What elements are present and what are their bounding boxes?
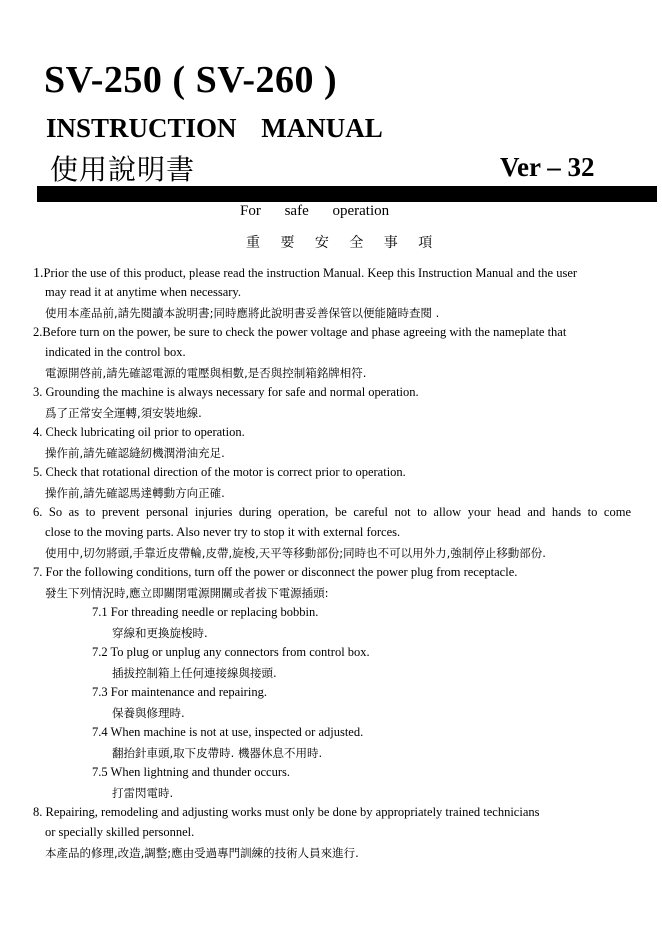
item-7-2-chinese: 插拔控制箱上任何連接線與接頭. bbox=[112, 666, 277, 680]
item-7: 7. For the following conditions, turn off the power or disconnect the power plug from receptacle. bbox=[33, 565, 518, 579]
item-4: 4. Check lubricating oil prior to operation. bbox=[33, 425, 245, 439]
item-7-5: 7.5 When lightning and thunder occurs. bbox=[92, 765, 290, 779]
model-title: SV-250 ( SV-260 ) bbox=[44, 59, 338, 101]
safety-heading: For safe operation bbox=[240, 203, 390, 219]
item-5: 5. Check that rotational direction of the motor is correct prior to operation. bbox=[33, 465, 406, 479]
item-7-1-chinese: 穿線和更換旋梭時. bbox=[112, 626, 208, 640]
item-3: 3. Grounding the machine is always necessary for safe and normal operation. bbox=[33, 385, 419, 399]
item-8-line-1: 8. Repairing, remodeling and adjusting works must only be done by appropriately trained technicians bbox=[33, 805, 540, 819]
item-2-line-1: 2.Before turn on the power, be sure to check the power voltage and phase agreeing with the nameplate that bbox=[33, 325, 567, 339]
manual-title: INSTRUCTION MANUAL bbox=[46, 113, 383, 143]
item-5-chinese: 操作前,請先確認馬達轉動方向正確. bbox=[45, 486, 225, 500]
item-1-line-1 bbox=[33, 266, 577, 282]
safety-heading-chinese: 重 要 安 全 事 項 bbox=[246, 235, 441, 251]
item-3-chinese: 爲了正常安全運轉,須安裝地線. bbox=[45, 406, 202, 420]
item-7-chinese: 發生下列情況時,應立即關閉電源開關或者拔下電源插頭: bbox=[45, 586, 329, 600]
item-1-text: Prior the use of this product, please read the instruction Manual. Keep this Instruction Manual and the user bbox=[43, 266, 578, 280]
item-6-line-1: 6. So as to prevent personal injuries during operation, be careful not to allow your head and hands to come bbox=[33, 505, 631, 519]
item-7-4: 7.4 When machine is not at use, inspected or adjusted. bbox=[92, 725, 364, 739]
item-7-3: 7.3 For maintenance and repairing. bbox=[92, 685, 267, 699]
item-8-chinese: 本產品的修理,改造,調整;應由受過專門訓練的技術人員來進行. bbox=[45, 846, 359, 860]
item-7-1: 7.1 For threading needle or replacing bobbin. bbox=[92, 605, 319, 619]
item-1-line-2: may read it at anytime when necessary. bbox=[45, 285, 241, 299]
version-label: Ver – 32 bbox=[500, 152, 595, 182]
item-4-chinese: 操作前,請先確認縫紉機潤滑油充足. bbox=[45, 446, 225, 460]
item-7-4-chinese: 翻抬針車頭,取下皮帶時. 機器休息不用時. bbox=[112, 746, 323, 760]
item-7-2: 7.2 To plug or unplug any connectors from control box. bbox=[92, 645, 370, 659]
item-1-chinese: 使用本產品前,請先閱讀本說明書;同時應將此說明書妥善保管以便能隨時查閱 . bbox=[45, 306, 440, 320]
item-6-line-2: close to the moving parts. Also never try to stop it with external forces. bbox=[45, 525, 401, 539]
item-1-number: 1. bbox=[33, 266, 44, 281]
item-7-5-chinese: 打雷閃電時. bbox=[112, 786, 174, 800]
item-2-chinese: 電源開啓前,請先確認電源的電壓與相數,是否與控制箱銘牌相符. bbox=[45, 366, 367, 380]
item-7-3-chinese: 保養與修理時. bbox=[112, 706, 185, 720]
item-2-line-2: indicated in the control box. bbox=[45, 345, 186, 359]
header-divider-bar bbox=[37, 186, 657, 202]
item-8-line-2: or specially skilled personnel. bbox=[45, 825, 195, 839]
manual-title-chinese: 使用說明書 bbox=[50, 153, 196, 186]
item-6-chinese: 使用中,切勿將頭,手靠近皮帶輪,皮帶,旋梭,天平等移動部份;同時也不可以用外力,強制停止移動部份. bbox=[45, 546, 546, 560]
